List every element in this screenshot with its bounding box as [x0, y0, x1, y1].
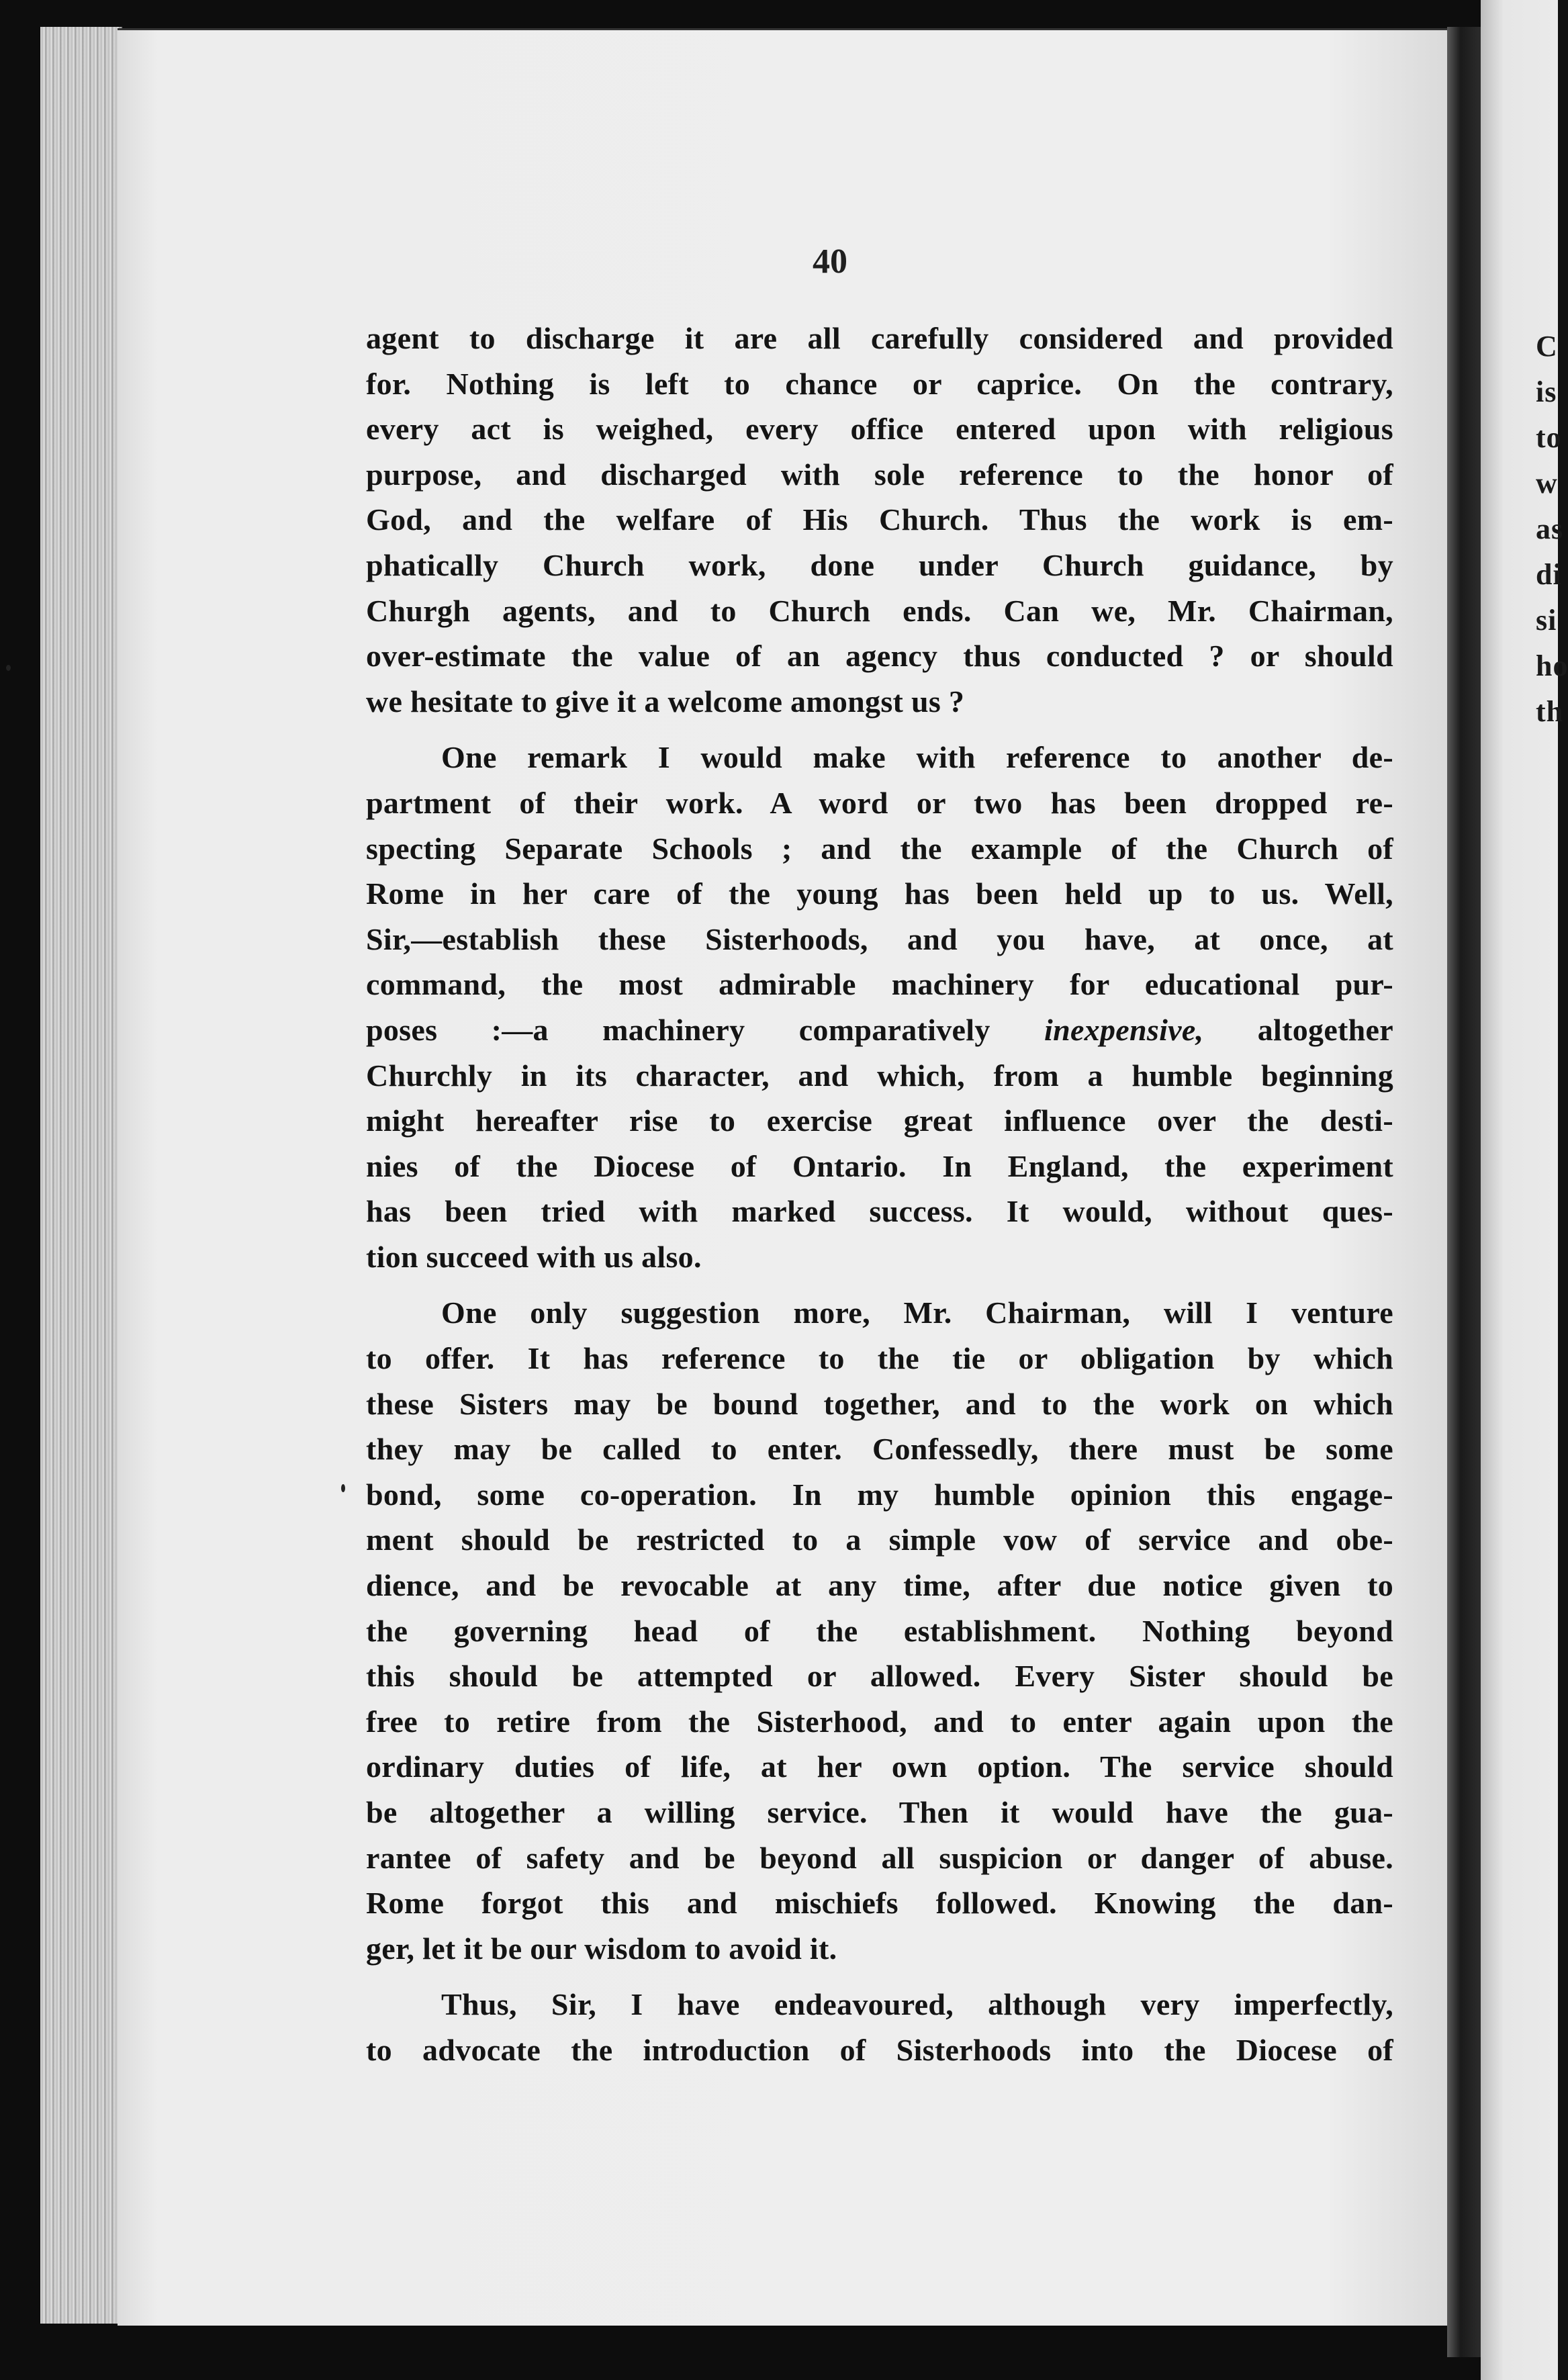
facing-page-fragment: ho — [1536, 649, 1568, 682]
text-line: Thus, Sir, I have endeavoured, although very imperfectly, — [441, 1987, 1393, 2022]
facing-page-fragment: w — [1536, 467, 1558, 500]
text-line: for. Nothing is left to chance or caprice. On the contrary, — [366, 366, 1393, 401]
text-line: Churgh agents, and to Church ends. Can we, Mr. Chairman, — [366, 593, 1393, 628]
text-line: free to retire from the Sisterhood, and to enter again upon the — [366, 1704, 1393, 1739]
text-line: rantee of safety and be beyond all suspicion or danger of abuse. — [366, 1840, 1393, 1875]
text-line: they may be called to enter. Confessedly, there must be some — [366, 1432, 1393, 1467]
text-line: Rome forgot this and mischiefs followed. Knowing the dan- — [366, 1886, 1393, 1921]
facing-page-fragment: C — [1536, 330, 1558, 363]
text-line: over-estimate the value of an agency thus conducted ? or should — [366, 639, 1393, 674]
facing-page-edge — [1481, 0, 1568, 2380]
text-line: phatically Church work, done under Church guidance, by — [366, 547, 1393, 582]
page-stack-edges — [40, 27, 122, 2324]
text-line: the governing head of the establishment. Nothing beyond — [366, 1613, 1393, 1648]
text-line: bond, some co-operation. In my humble opinion this engage- — [366, 1477, 1393, 1512]
text-line: ordinary duties of life, at her own option. The service should — [366, 1749, 1393, 1784]
scan-speck — [6, 665, 11, 671]
text-line: purpose, and discharged with sole reference to the honor of — [366, 457, 1393, 492]
facing-page-fragment: si — [1536, 604, 1557, 637]
text-line: agent to discharge it are all carefully considered and provided — [366, 321, 1393, 355]
scan-speck — [341, 1484, 345, 1492]
text-line: might hereafter rise to exercise great influence over the desti- — [366, 1103, 1393, 1138]
text-line: ment should be restricted to a simple vow of service and obe- — [366, 1522, 1393, 1557]
text-line: partment of their work. A word or two has been dropped re- — [366, 785, 1393, 820]
text-line: we hesitate to give it a welcome amongst us ? — [366, 684, 965, 719]
text-line: tion succeed with us also. — [366, 1239, 702, 1274]
book-spine — [1447, 27, 1481, 2357]
text-line: these Sisters may be bound together, and to the work on which — [366, 1386, 1393, 1421]
text-line: dience, and be revocable at any time, after due notice given to — [366, 1568, 1393, 1603]
text-line: Sir,—establish these Sisterhoods, and you have, at once, at — [366, 921, 1393, 956]
text-line: One remark I would make with reference to another de- — [441, 740, 1393, 775]
text-line: to advocate the introduction of Sisterhoods into the Diocese of — [366, 2032, 1393, 2067]
text-line: nies of the Diocese of Ontario. In England, the experiment — [366, 1148, 1393, 1183]
facing-page-fragment: to — [1536, 421, 1562, 454]
text-line: be altogether a willing service. Then it would have the gua- — [366, 1795, 1393, 1829]
facing-page-fragment: as — [1536, 512, 1564, 545]
text-line: One only suggestion more, Mr. Chairman, will I venture — [441, 1295, 1393, 1330]
text-line: Churchly in its character, and which, from a humble beginning — [366, 1058, 1393, 1093]
text-line: ger, let it be our wisdom to avoid it. — [366, 1931, 837, 1966]
text-line: every act is weighed, every office entered upon with religious — [366, 412, 1393, 447]
text-line: has been tried with marked success. It would, without ques- — [366, 1194, 1393, 1229]
body-text — [366, 316, 1393, 2073]
text-line: this should be attempted or allowed. Every Sister should be — [366, 1659, 1393, 1694]
text-line: specting Separate Schools ; and the example of the Church of — [366, 831, 1393, 866]
page-number: 40 — [813, 242, 847, 281]
emphasized-word: inexpensive, — [1044, 1012, 1204, 1047]
text-line: God, and the welfare of His Church. Thus the work is em- — [366, 502, 1393, 537]
text-line: to offer. It has reference to the tie or obligation by which — [366, 1341, 1393, 1376]
facing-page-fragment: th — [1536, 695, 1564, 728]
facing-page-fragment: is — [1536, 375, 1557, 408]
text-segment: altogether — [1257, 1012, 1393, 1047]
facing-page-fragment: di — [1536, 558, 1562, 591]
text-segment: poses :—a machinery comparatively — [366, 1012, 990, 1047]
text-line: command, the most admirable machinery for educational pur- — [366, 967, 1393, 1002]
text-line-with-emphasis — [366, 1007, 1393, 1053]
text-line: Rome in her care of the young has been held up to us. Well, — [366, 876, 1393, 911]
